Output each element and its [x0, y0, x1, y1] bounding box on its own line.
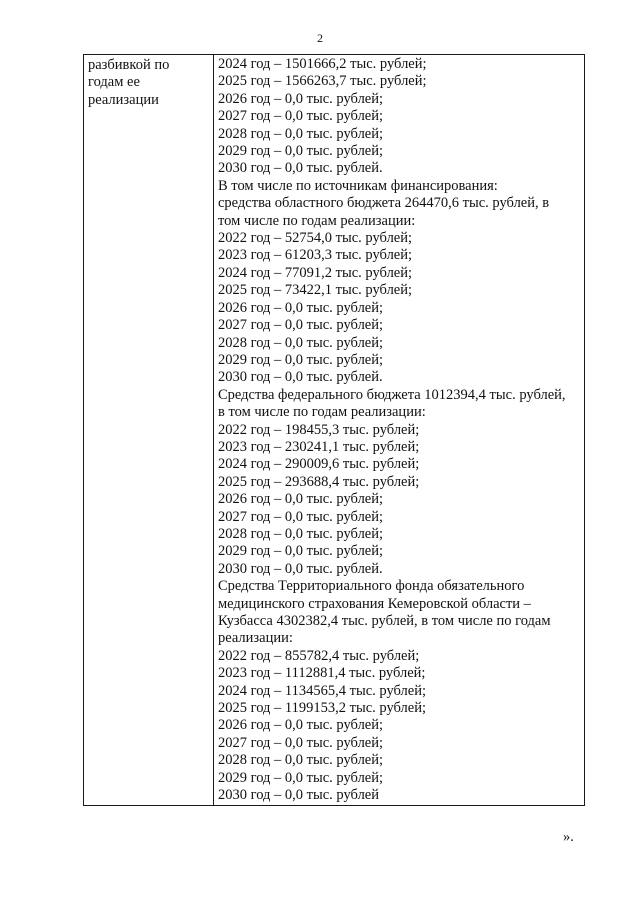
right-cell-line: в том числе по годам реализации:	[218, 404, 426, 421]
right-cell-line: 2027 год – 0,0 тыс. рублей;	[218, 317, 384, 334]
right-cell-line: 2025 год – 1199153,2 тыс. рублей;	[218, 700, 426, 717]
right-cell-line: 2024 год – 290009,6 тыс. рублей;	[218, 456, 420, 473]
right-cell-line: 2030 год – 0,0 тыс. рублей	[218, 787, 380, 804]
funding-table	[83, 54, 585, 806]
left-cell	[84, 55, 214, 806]
right-cell-line: 2030 год – 0,0 тыс. рублей.	[218, 160, 383, 177]
right-cell-line: 2022 год – 198455,3 тыс. рублей;	[218, 421, 420, 438]
right-cell-line: 2028 год – 0,0 тыс. рублей;	[218, 525, 384, 542]
right-cell-line: 2024 год – 1501666,2 тыс. рублей;	[218, 56, 427, 72]
right-cell-line: 2028 год – 0,0 тыс. рублей;	[218, 125, 384, 142]
right-cell-line: 2027 год – 0,0 тыс. рублей;	[218, 108, 384, 125]
right-cell-line: 2023 год – 230241,1 тыс. рублей;	[218, 438, 420, 455]
right-cell	[214, 55, 585, 806]
right-cell-line: 2029 год – 0,0 тыс. рублей;	[218, 543, 384, 560]
right-cell-line: Кузбасса 4302382,4 тыс. рублей, в том числе по годам	[218, 613, 551, 629]
right-cell-line: 2028 год – 0,0 тыс. рублей;	[218, 334, 384, 351]
right-cell-line: 2030 год – 0,0 тыс. рублей.	[218, 560, 383, 577]
right-cell-line: 2027 год – 0,0 тыс. рублей;	[218, 508, 384, 525]
right-cell-line: медицинского страхования Кемеровской области –	[218, 595, 531, 612]
right-cell-line: 2026 год – 0,0 тыс. рублей;	[218, 491, 384, 508]
left-cell-line: разбивкой по	[88, 57, 170, 73]
right-cell-line: 2026 год – 0,0 тыс. рублей;	[218, 299, 384, 316]
right-cell-line: 2025 год – 73422,1 тыс. рублей;	[218, 282, 413, 299]
page-number: 2	[317, 31, 323, 45]
right-cell-line: 2029 год – 0,0 тыс. рублей;	[218, 351, 384, 368]
right-cell-line: реализации:	[218, 630, 293, 647]
right-cell-line: 2023 год – 61203,3 тыс. рублей;	[218, 247, 413, 264]
right-cell-line: 2028 год – 0,0 тыс. рублей;	[218, 752, 384, 769]
closing-quote-mark: ».	[563, 829, 574, 845]
right-cell-line: 2022 год – 855782,4 тыс. рублей;	[218, 647, 420, 664]
right-cell-line: Средства федерального бюджета 1012394,4 тыс. рублей,	[218, 386, 566, 403]
right-cell-line: 2024 год – 1134565,4 тыс. рублей;	[218, 682, 426, 699]
right-cell-line: 2024 год – 77091,2 тыс. рублей;	[218, 264, 413, 281]
right-cell-line: 2023 год – 1112881,4 тыс. рублей;	[218, 665, 426, 682]
table-row	[84, 55, 585, 806]
right-cell-line: 2026 год – 0,0 тыс. рублей;	[218, 90, 384, 107]
right-cell-line: 2025 год – 1566263,7 тыс. рублей;	[218, 73, 427, 90]
right-cell-line: 2026 год – 0,0 тыс. рублей;	[218, 717, 384, 734]
right-cell-line: средства областного бюджета 264470,6 тыс. рублей, в	[218, 195, 550, 212]
right-cell-line: 2027 год – 0,0 тыс. рублей;	[218, 734, 384, 751]
left-cell-line: годам ее	[88, 74, 140, 91]
right-cell-line: 2022 год – 52754,0 тыс. рублей;	[218, 230, 413, 247]
right-cell-line: 2029 год – 0,0 тыс. рублей;	[218, 143, 384, 160]
right-cell-line: 2030 год – 0,0 тыс. рублей.	[218, 369, 383, 386]
left-cell-line: реализации	[88, 91, 159, 108]
right-cell-line: 2025 год – 293688,4 тыс. рублей;	[218, 473, 420, 490]
right-cell-line: том числе по годам реализации:	[218, 212, 416, 229]
right-cell-line: В том числе по источникам финансирования:	[218, 177, 498, 194]
right-cell-line: 2029 год – 0,0 тыс. рублей;	[218, 769, 384, 786]
right-cell-line: Средства Территориального фонда обязательного	[218, 578, 525, 595]
